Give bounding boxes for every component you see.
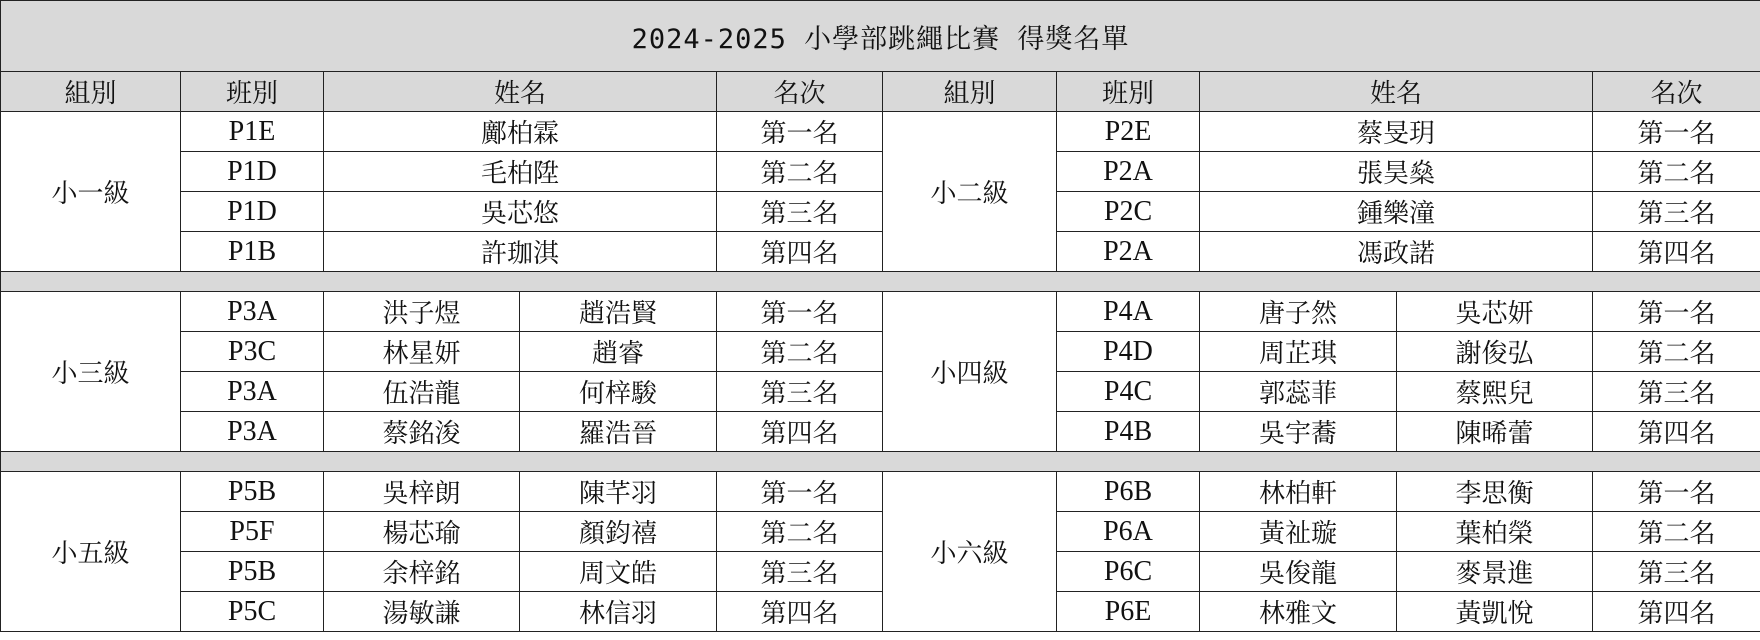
class-cell: P1D: [181, 192, 324, 232]
header-name: 姓名: [324, 72, 717, 112]
student-name-cell: 周文皓: [520, 552, 717, 592]
table-row: [1, 152, 1760, 192]
class-cell: P3A: [181, 372, 324, 412]
student-name-cell: 蔡熙兒: [1397, 372, 1593, 412]
student-name-cell: 黃祉璇: [1200, 512, 1397, 552]
student-name-cell: 蔡銘浚: [324, 412, 520, 452]
table-row: [1, 112, 1760, 152]
student-name-cell: 趙睿: [520, 332, 717, 372]
rank-cell: 第三名: [717, 192, 883, 232]
rank-cell: 第一名: [717, 292, 883, 332]
table-row: [1, 552, 1760, 592]
student-name-cell: 鍾樂潼: [1200, 192, 1593, 232]
student-name-cell: 林柏軒: [1200, 472, 1397, 512]
section-separator: [1, 452, 1760, 472]
student-name-cell: 吳宇蕎: [1200, 412, 1397, 452]
rank-cell: 第二名: [717, 512, 883, 552]
student-name-cell: 吳俊龍: [1200, 552, 1397, 592]
table-row: [1, 292, 1760, 332]
student-name-cell: 葉柏榮: [1397, 512, 1593, 552]
rank-cell: 第四名: [1593, 232, 1760, 272]
rank-cell: 第二名: [1593, 152, 1760, 192]
class-cell: P5F: [181, 512, 324, 552]
student-name-cell: 鄺柏霖: [324, 112, 717, 152]
grade-cell: 小三級: [1, 292, 181, 452]
header-rank: 名次: [717, 72, 883, 112]
class-cell: P2C: [1057, 192, 1200, 232]
rank-cell: 第二名: [1593, 332, 1760, 372]
table-row: [1, 192, 1760, 232]
header-row: [1, 72, 1760, 112]
title-row: [1, 1, 1760, 72]
rank-cell: 第二名: [717, 152, 883, 192]
rank-cell: 第四名: [1593, 592, 1760, 632]
class-cell: P1D: [181, 152, 324, 192]
student-name-cell: 何梓駿: [520, 372, 717, 412]
rank-cell: 第三名: [717, 372, 883, 412]
class-cell: P4C: [1057, 372, 1200, 412]
table-row: [1, 372, 1760, 412]
rank-cell: 第一名: [1593, 112, 1760, 152]
class-cell: P3A: [181, 412, 324, 452]
separator-cell: [1, 452, 1760, 472]
student-name-cell: 張昊燊: [1200, 152, 1593, 192]
section-separator: [1, 272, 1760, 292]
rank-cell: 第三名: [1593, 552, 1760, 592]
grade-cell: 小二級: [883, 112, 1057, 272]
student-name-cell: 許珈淇: [324, 232, 717, 272]
class-cell: P6B: [1057, 472, 1200, 512]
student-name-cell: 毛柏陞: [324, 152, 717, 192]
table-row: [1, 512, 1760, 552]
student-name-cell: 陳芊羽: [520, 472, 717, 512]
student-name-cell: 麥景進: [1397, 552, 1593, 592]
rank-cell: 第四名: [717, 592, 883, 632]
table-row: [1, 472, 1760, 512]
class-cell: P5B: [181, 472, 324, 512]
rank-cell: 第一名: [717, 112, 883, 152]
student-name-cell: 吳梓朗: [324, 472, 520, 512]
student-name-cell: 謝俊弘: [1397, 332, 1593, 372]
header-name: 姓名: [1200, 72, 1593, 112]
rank-cell: 第四名: [717, 412, 883, 452]
class-cell: P6E: [1057, 592, 1200, 632]
rank-cell: 第一名: [717, 472, 883, 512]
student-name-cell: 羅浩晉: [520, 412, 717, 452]
student-name-cell: 吳芯妍: [1397, 292, 1593, 332]
table-row: [1, 332, 1760, 372]
header-class: 班別: [1057, 72, 1200, 112]
class-cell: P4B: [1057, 412, 1200, 452]
rank-cell: 第一名: [1593, 472, 1760, 512]
rank-cell: 第一名: [1593, 292, 1760, 332]
student-name-cell: 顏鈞禧: [520, 512, 717, 552]
rank-cell: 第二名: [717, 332, 883, 372]
rank-cell: 第二名: [1593, 512, 1760, 552]
rank-cell: 第三名: [1593, 192, 1760, 232]
student-name-cell: 林雅文: [1200, 592, 1397, 632]
student-name-cell: 余梓銘: [324, 552, 520, 592]
class-cell: P3C: [181, 332, 324, 372]
student-name-cell: 洪子煜: [324, 292, 520, 332]
rank-cell: 第四名: [717, 232, 883, 272]
student-name-cell: 湯敏謙: [324, 592, 520, 632]
class-cell: P4A: [1057, 292, 1200, 332]
class-cell: P3A: [181, 292, 324, 332]
class-cell: P2A: [1057, 232, 1200, 272]
separator-cell: [1, 272, 1760, 292]
header-rank: 名次: [1593, 72, 1760, 112]
grade-cell: 小一級: [1, 112, 181, 272]
student-name-cell: 馮政諾: [1200, 232, 1593, 272]
student-name-cell: 伍浩龍: [324, 372, 520, 412]
student-name-cell: 楊芯瑜: [324, 512, 520, 552]
student-name-cell: 蔡旻玥: [1200, 112, 1593, 152]
table-row: [1, 592, 1760, 632]
header-group: 組別: [883, 72, 1057, 112]
student-name-cell: 唐子然: [1200, 292, 1397, 332]
class-cell: P5B: [181, 552, 324, 592]
rank-cell: 第三名: [1593, 372, 1760, 412]
student-name-cell: 郭蕊菲: [1200, 372, 1397, 412]
grade-cell: 小六級: [883, 472, 1057, 632]
student-name-cell: 吳芯悠: [324, 192, 717, 232]
class-cell: P6A: [1057, 512, 1200, 552]
class-cell: P5C: [181, 592, 324, 632]
rank-cell: 第四名: [1593, 412, 1760, 452]
table-row: [1, 412, 1760, 452]
student-name-cell: 陳晞蕾: [1397, 412, 1593, 452]
student-name-cell: 黃凱悅: [1397, 592, 1593, 632]
class-cell: P6C: [1057, 552, 1200, 592]
grade-cell: 小四級: [883, 292, 1057, 452]
header-group: 組別: [1, 72, 181, 112]
student-name-cell: 周芷琪: [1200, 332, 1397, 372]
student-name-cell: 林信羽: [520, 592, 717, 632]
student-name-cell: 李思衡: [1397, 472, 1593, 512]
student-name-cell: 林星妍: [324, 332, 520, 372]
table-row: [1, 232, 1760, 272]
grade-cell: 小五級: [1, 472, 181, 632]
rank-cell: 第三名: [717, 552, 883, 592]
class-cell: P2E: [1057, 112, 1200, 152]
class-cell: P4D: [1057, 332, 1200, 372]
class-cell: P1B: [181, 232, 324, 272]
class-cell: P2A: [1057, 152, 1200, 192]
header-class: 班別: [181, 72, 324, 112]
student-name-cell: 趙浩賢: [520, 292, 717, 332]
class-cell: P1E: [181, 112, 324, 152]
page-title: 2024-2025 小學部跳繩比賽 得獎名單: [1, 1, 1760, 72]
